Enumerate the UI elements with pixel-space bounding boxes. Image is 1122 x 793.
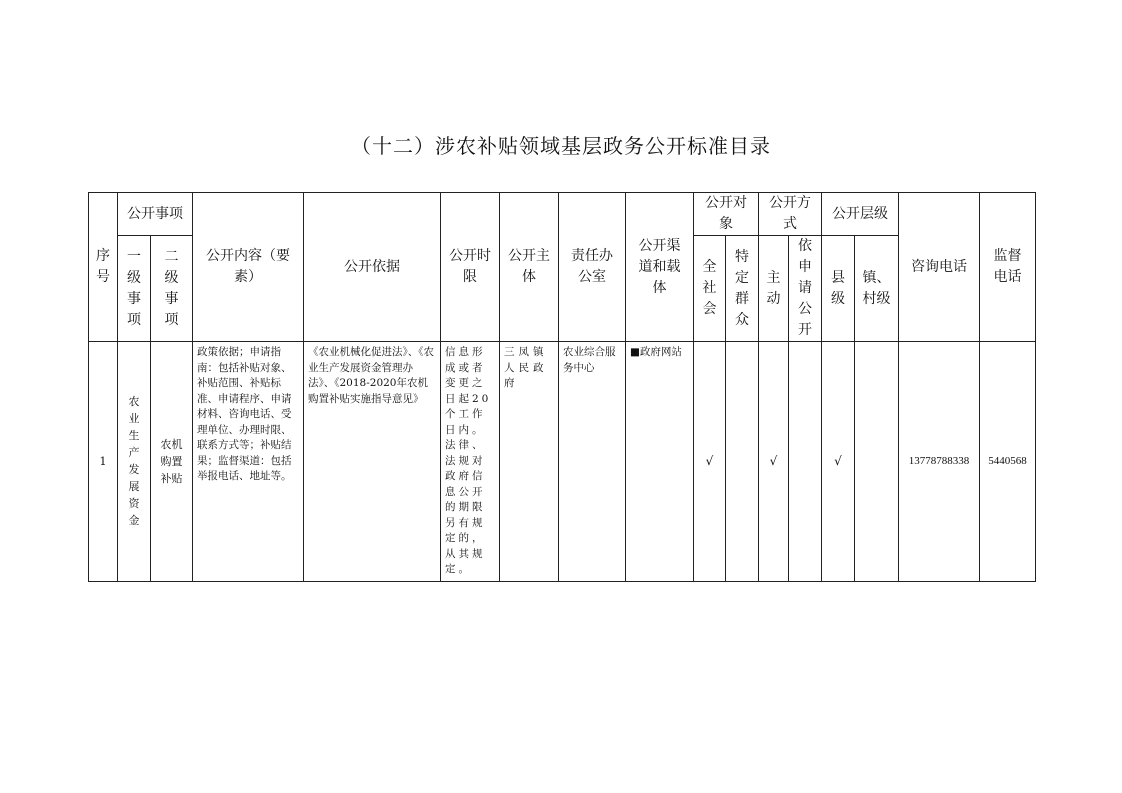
row-county-check: √: [822, 342, 855, 582]
row-on-request-check: [789, 342, 822, 582]
row-town-village-check: [855, 342, 899, 582]
header-content: 公开内容（要素）: [193, 193, 304, 342]
header-level1: 一级事项: [118, 236, 151, 342]
row-consult-phone: 13778788338: [899, 342, 980, 582]
row-active-check: √: [759, 342, 789, 582]
header-subject: 公开主体: [500, 193, 559, 342]
row-level2: 农机购置补贴: [151, 342, 193, 582]
row-channel: ■政府网站: [626, 342, 694, 582]
header-item-group: 公开事项: [118, 193, 193, 236]
header-level-group: 公开层级: [822, 193, 899, 236]
row-time-limit: 信息形成或者变更之日起20个工作日内。法律、法规对政府信息公开的期限另有规定的，从其规定。: [441, 342, 500, 582]
header-on-request: 依申请公开: [789, 236, 822, 342]
page-title: （十二）涉农补贴领域基层政务公开标准目录: [351, 134, 771, 158]
row-basis: 《农业机械化促进法》、《农业生产发展资金管理办法》、《2018-2020年农机购置补贴实施指导意见》: [304, 342, 441, 582]
header-office: 责任办公室: [559, 193, 626, 342]
header-supervise-phone: 监督电话: [980, 193, 1036, 342]
header-channel: 公开渠道和载体: [626, 193, 694, 342]
header-specific-groups: 特定群众: [726, 236, 759, 342]
header-county: 县级: [822, 236, 855, 342]
row-whole-society-check: √: [694, 342, 726, 582]
catalog-table: [88, 192, 1036, 582]
row-content: 政策依据；申请指南：包括补贴对象、补贴范围、补贴标准、申请程序、申请材料、咨询电话、受理单位、办理时限、联系方式等；补贴结果；监督渠道：包括举报电话、地址等。: [193, 342, 304, 582]
row-office: 农业综合服务中心: [559, 342, 626, 582]
header-method-group: 公开方式: [759, 193, 822, 236]
row-seq: 1: [89, 342, 118, 582]
header-seq: 序号: [89, 193, 118, 342]
header-active: 主动: [759, 236, 789, 342]
header-time-limit: 公开时限: [441, 193, 500, 342]
header-target-group: 公开对象: [694, 193, 759, 236]
row-specific-groups-check: [726, 342, 759, 582]
row-subject: 三凤镇人民政府: [500, 342, 559, 582]
header-basis: 公开依据: [304, 193, 441, 342]
header-town-village: 镇、村级: [855, 236, 899, 342]
header-level2: 二级事项: [151, 236, 193, 342]
header-whole-society: 全社会: [694, 236, 726, 342]
header-consult-phone: 咨询电话: [899, 193, 980, 342]
table-row: [89, 342, 1036, 582]
row-supervise-phone: 5440568: [980, 342, 1036, 582]
row-level1: 农业生产发展资金: [118, 342, 151, 582]
